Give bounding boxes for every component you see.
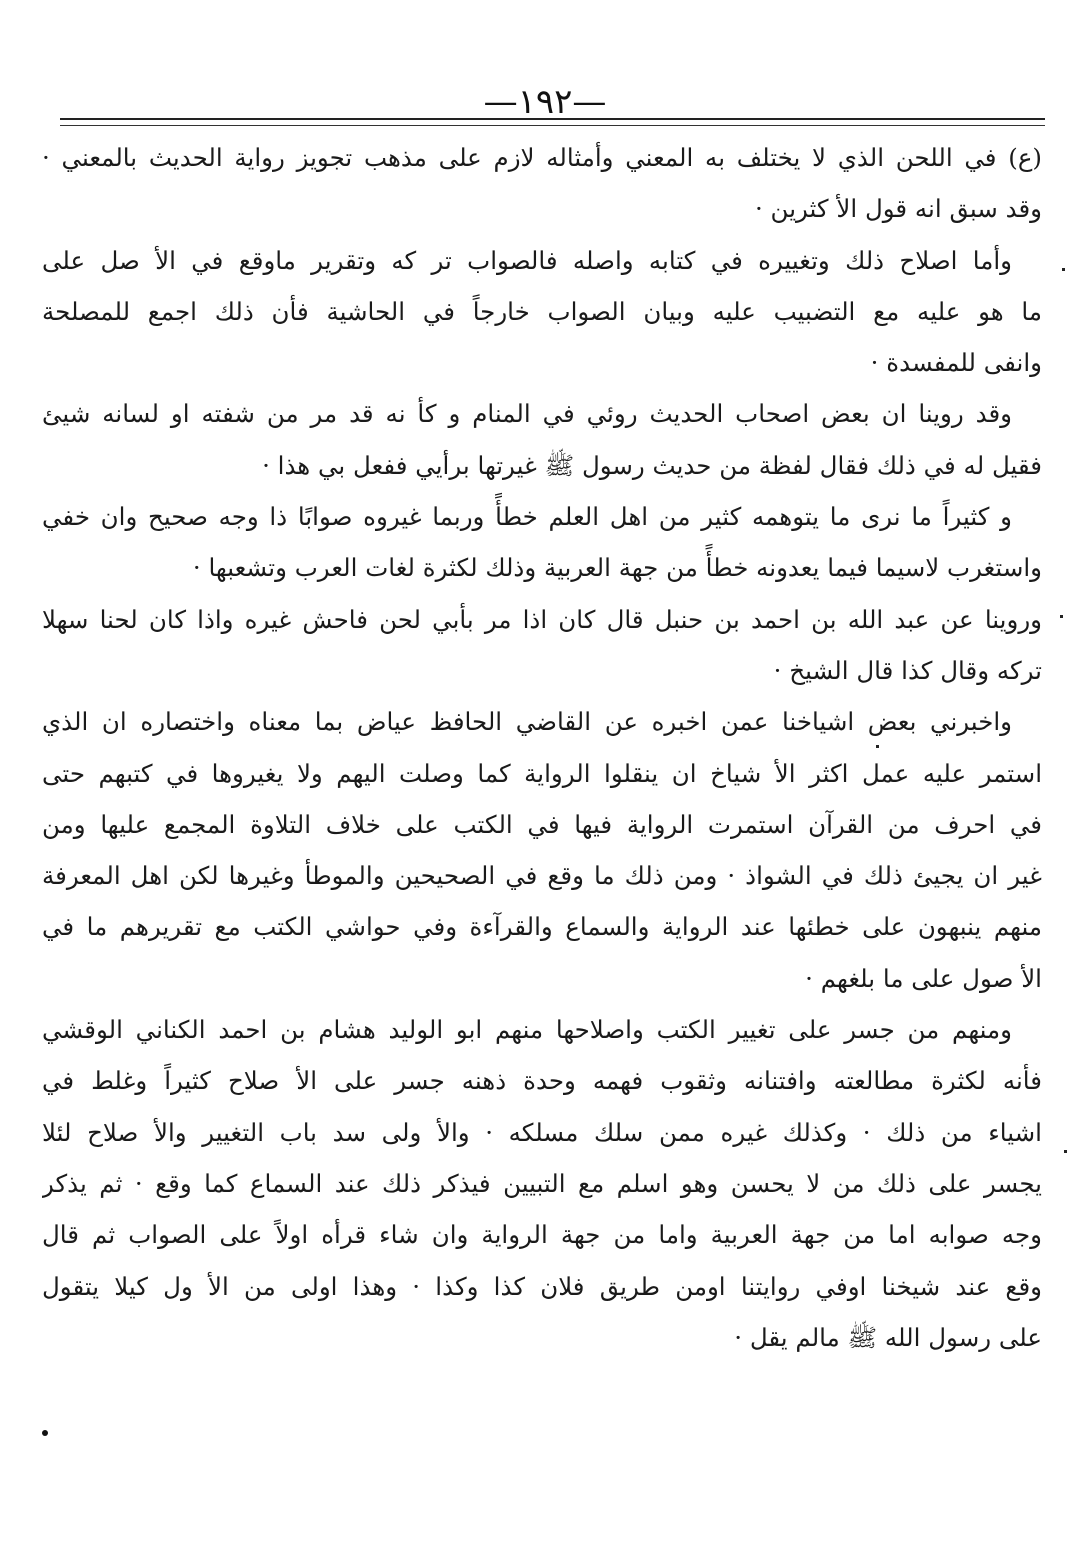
text-line: وقع عند شيخنا اوفي روايتنا اومن طريق فلان كذا وكذا · وهذا اولى من الأ ول كيلا يتقول bbox=[42, 1271, 1042, 1301]
scan-speck bbox=[1064, 1150, 1067, 1153]
text-line: استمر عليه عمل اكثر الأ شياخ ان ينقلوا الرواية كما وصلت اليهم ولا يغيروها في كتبهم حتى bbox=[42, 758, 1042, 788]
header-rule-thin bbox=[60, 125, 1045, 126]
text-line: منهم ينبهون على خطئها عند الرواية والسماع والقرآءة وفي حواشي الكتب مع تقريرهم ما في bbox=[42, 912, 1042, 942]
scan-speck bbox=[42, 1430, 48, 1436]
text-line: في احرف من القرآن استمرت الرواية فيها في الكتب على خلاف التلاوة المجمع عليها ومن bbox=[42, 809, 1042, 839]
text-line: اشياء من ذلك · وكذلك غيره ممن سلك مسلكه · والأ ولى سد باب التغيير والأ صلاح لئلا bbox=[42, 1117, 1042, 1147]
text-line: على رسول الله ﷺ مالم يقل · bbox=[734, 1322, 1042, 1352]
text-line: وأما اصلاح ذلك وتغييره في كتابه واصله فالصواب تر كه وتقرير ماوقع في الأ صل على bbox=[42, 245, 1012, 275]
text-line: ما هو عليه مع التضبيب عليه وبيان الصواب خارجاً في الحاشية فأن ذلك اجمع للمصلحة bbox=[42, 296, 1042, 326]
text-line: وانفى للمفسدة · bbox=[870, 348, 1042, 378]
text-line: يجسر على ذلك من لا يحسن وهو اسلم مع التبيين فيذكر ذلك عند السماع كما وقع · ثم يذكر bbox=[42, 1168, 1042, 1198]
text-line: (ع) في اللحن الذي لا يختلف به المعني وأمثاله لازم على مذهب تجويز رواية الحديث بالمعني · bbox=[42, 143, 1042, 172]
text-line: وجه صوابه اما من جهة العربية واما من جهة الرواية وان شاء قرأه اولاً على الصواب ثم قال bbox=[42, 1220, 1042, 1250]
scan-speck bbox=[1060, 615, 1063, 618]
text-line: فقيل له في ذلك فقال لفظة من حديث رسول ﷺ غيرتها برأيي ففعل بي هذا · bbox=[262, 450, 1042, 480]
text-line: وروينا عن عبد الله بن احمد بن حنبل قال كان اذا مر بأبي لحن فاحش غيره واذا كان لحنا سهلا bbox=[42, 604, 1042, 634]
body-text bbox=[42, 132, 1042, 1363]
text-line: و كثيراً ما نرى ما يتوهمه كثير من اهل العلم خطأً وربما غيروه صوابًا ذا وجه صحيح وان خفي bbox=[42, 502, 1012, 532]
text-line: تركه وقال كذا قال الشيخ · bbox=[773, 655, 1042, 685]
text-line: غير ان يجيئ ذلك في الشواذ · ومن ذلك ما وقع في الصحيحين والموطأ وغيرها لكن اهل المعرفة bbox=[42, 861, 1042, 891]
text-line: الأ صول على ما بلغهم · bbox=[805, 963, 1042, 993]
page-number: —١٩٢— bbox=[483, 82, 607, 122]
scan-speck bbox=[1062, 268, 1065, 271]
text-line: واخبرني بعض اشياخنا عمن اخبره عن القاضي الحافظ عياض بما معناه واختصاره ان الذي bbox=[42, 707, 1012, 737]
text-line: ومنهم من جسر على تغيير الكتب واصلاحها منهم ابو الوليد هشام بن احمد الكناني الوقشي bbox=[42, 1015, 1012, 1045]
scan-speck bbox=[876, 745, 879, 748]
header-rule-thick bbox=[60, 118, 1045, 120]
text-line: فأنه لكثرة مطالعته وافتنانه وثقوب فهمه وحدة ذهنه جسر على الأ صلاح كثيراً وغلط في bbox=[42, 1066, 1042, 1096]
text-line: واستغرب لاسيما فيما يعدونه خطأً من جهة العربية وذلك لكثرة لغات العرب وتشعبها · bbox=[192, 553, 1042, 583]
text-line: وقد روينا ان بعض اصحاب الحديث روئي في المنام و كأ نه قد مر من شفته او لسانه شيئ bbox=[42, 399, 1012, 429]
text-line: وقد سبق انه قول الأ كثرين · bbox=[754, 194, 1042, 224]
